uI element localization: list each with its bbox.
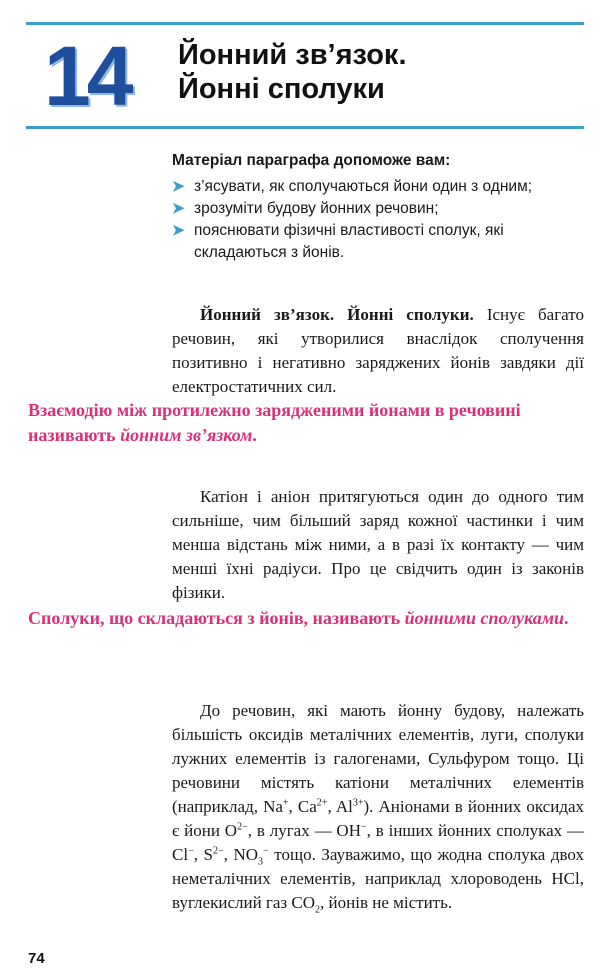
objectives-list [172,176,586,264]
definition-ionic-compounds: Сполуки, що складаються з йонів, називають йонними сполуками. [28,608,569,628]
term-ionic-compounds: йонними сполуками [404,608,565,628]
arrow-icon: ➤ [172,178,185,195]
paragraph-intro: Йонний зв’язок. Йонні сполуки. Існує багато речовин, які утворилися внаслідок сполучення позитивно і негативно заряджених йонів завдяки дії електростатичних сил. [172,305,584,396]
arrow-icon: ➤ [172,222,185,239]
objective-item: ➤ зрозуміти будову йонних речовин; [172,198,586,220]
objectives-heading: Матеріал параграфа допоможе вам: [172,152,451,169]
term-ionic-bond: йонним зв’язком [120,425,253,445]
chapter-title [178,38,407,106]
bottom-rule [26,126,584,129]
chapter-number: 14 [44,29,130,123]
top-rule [26,22,584,25]
objectives-box [172,150,586,264]
chapter-title-line-2: Йонні сполуки [178,73,385,105]
objective-item: ➤ пояснювати фізичні властивості сполук, які складаються з йонів. [172,222,504,261]
arrow-icon: ➤ [172,200,185,217]
section-heading: Йонний зв’язок. Йонні сполуки. [200,305,474,324]
definition-ionic-bond: Взаємодію між протилежно зарядженими йонами в речовині називають йонним зв’язком. [28,400,521,445]
objective-item: ➤ з’ясувати, як сполучаються йони один з одним; [172,176,586,198]
paragraph-examples: До речовин, які мають йонну будову, належать більшість оксидів металічних елементів, луги, сполуки лужних елементів із галогенами, Сульфуром тощо. Ці речовини містять катіони металічних елементів (наприклад, Na+, $Ca^{2+}$, $Al^{3+}$). Аніонами в йонних оксидах є йони $O^{2-}$, в лугах — OH−, в інших йонних сполуках — Cl−, $S^{2-}$, $NO_3^-$ тощо. Зауважимо, що жодна сполука двох неметалічних елементів, наприклад хлороводень HCl, вуглекислий газ $CO_2$, йонів не містить. [172,701,585,916]
chapter-title-line-1: Йонний зв’язок. [178,39,407,71]
page-number: 74 [28,950,45,967]
paragraph-attraction: Катіон і аніон притягуються один до одного тим сильніше, чим більший заряд кожної частинки і чим менша відстань між ними, а в разі їх контакту — чим менші їхні радіуси. Про це свідчить один із законів фізики. [172,487,584,602]
